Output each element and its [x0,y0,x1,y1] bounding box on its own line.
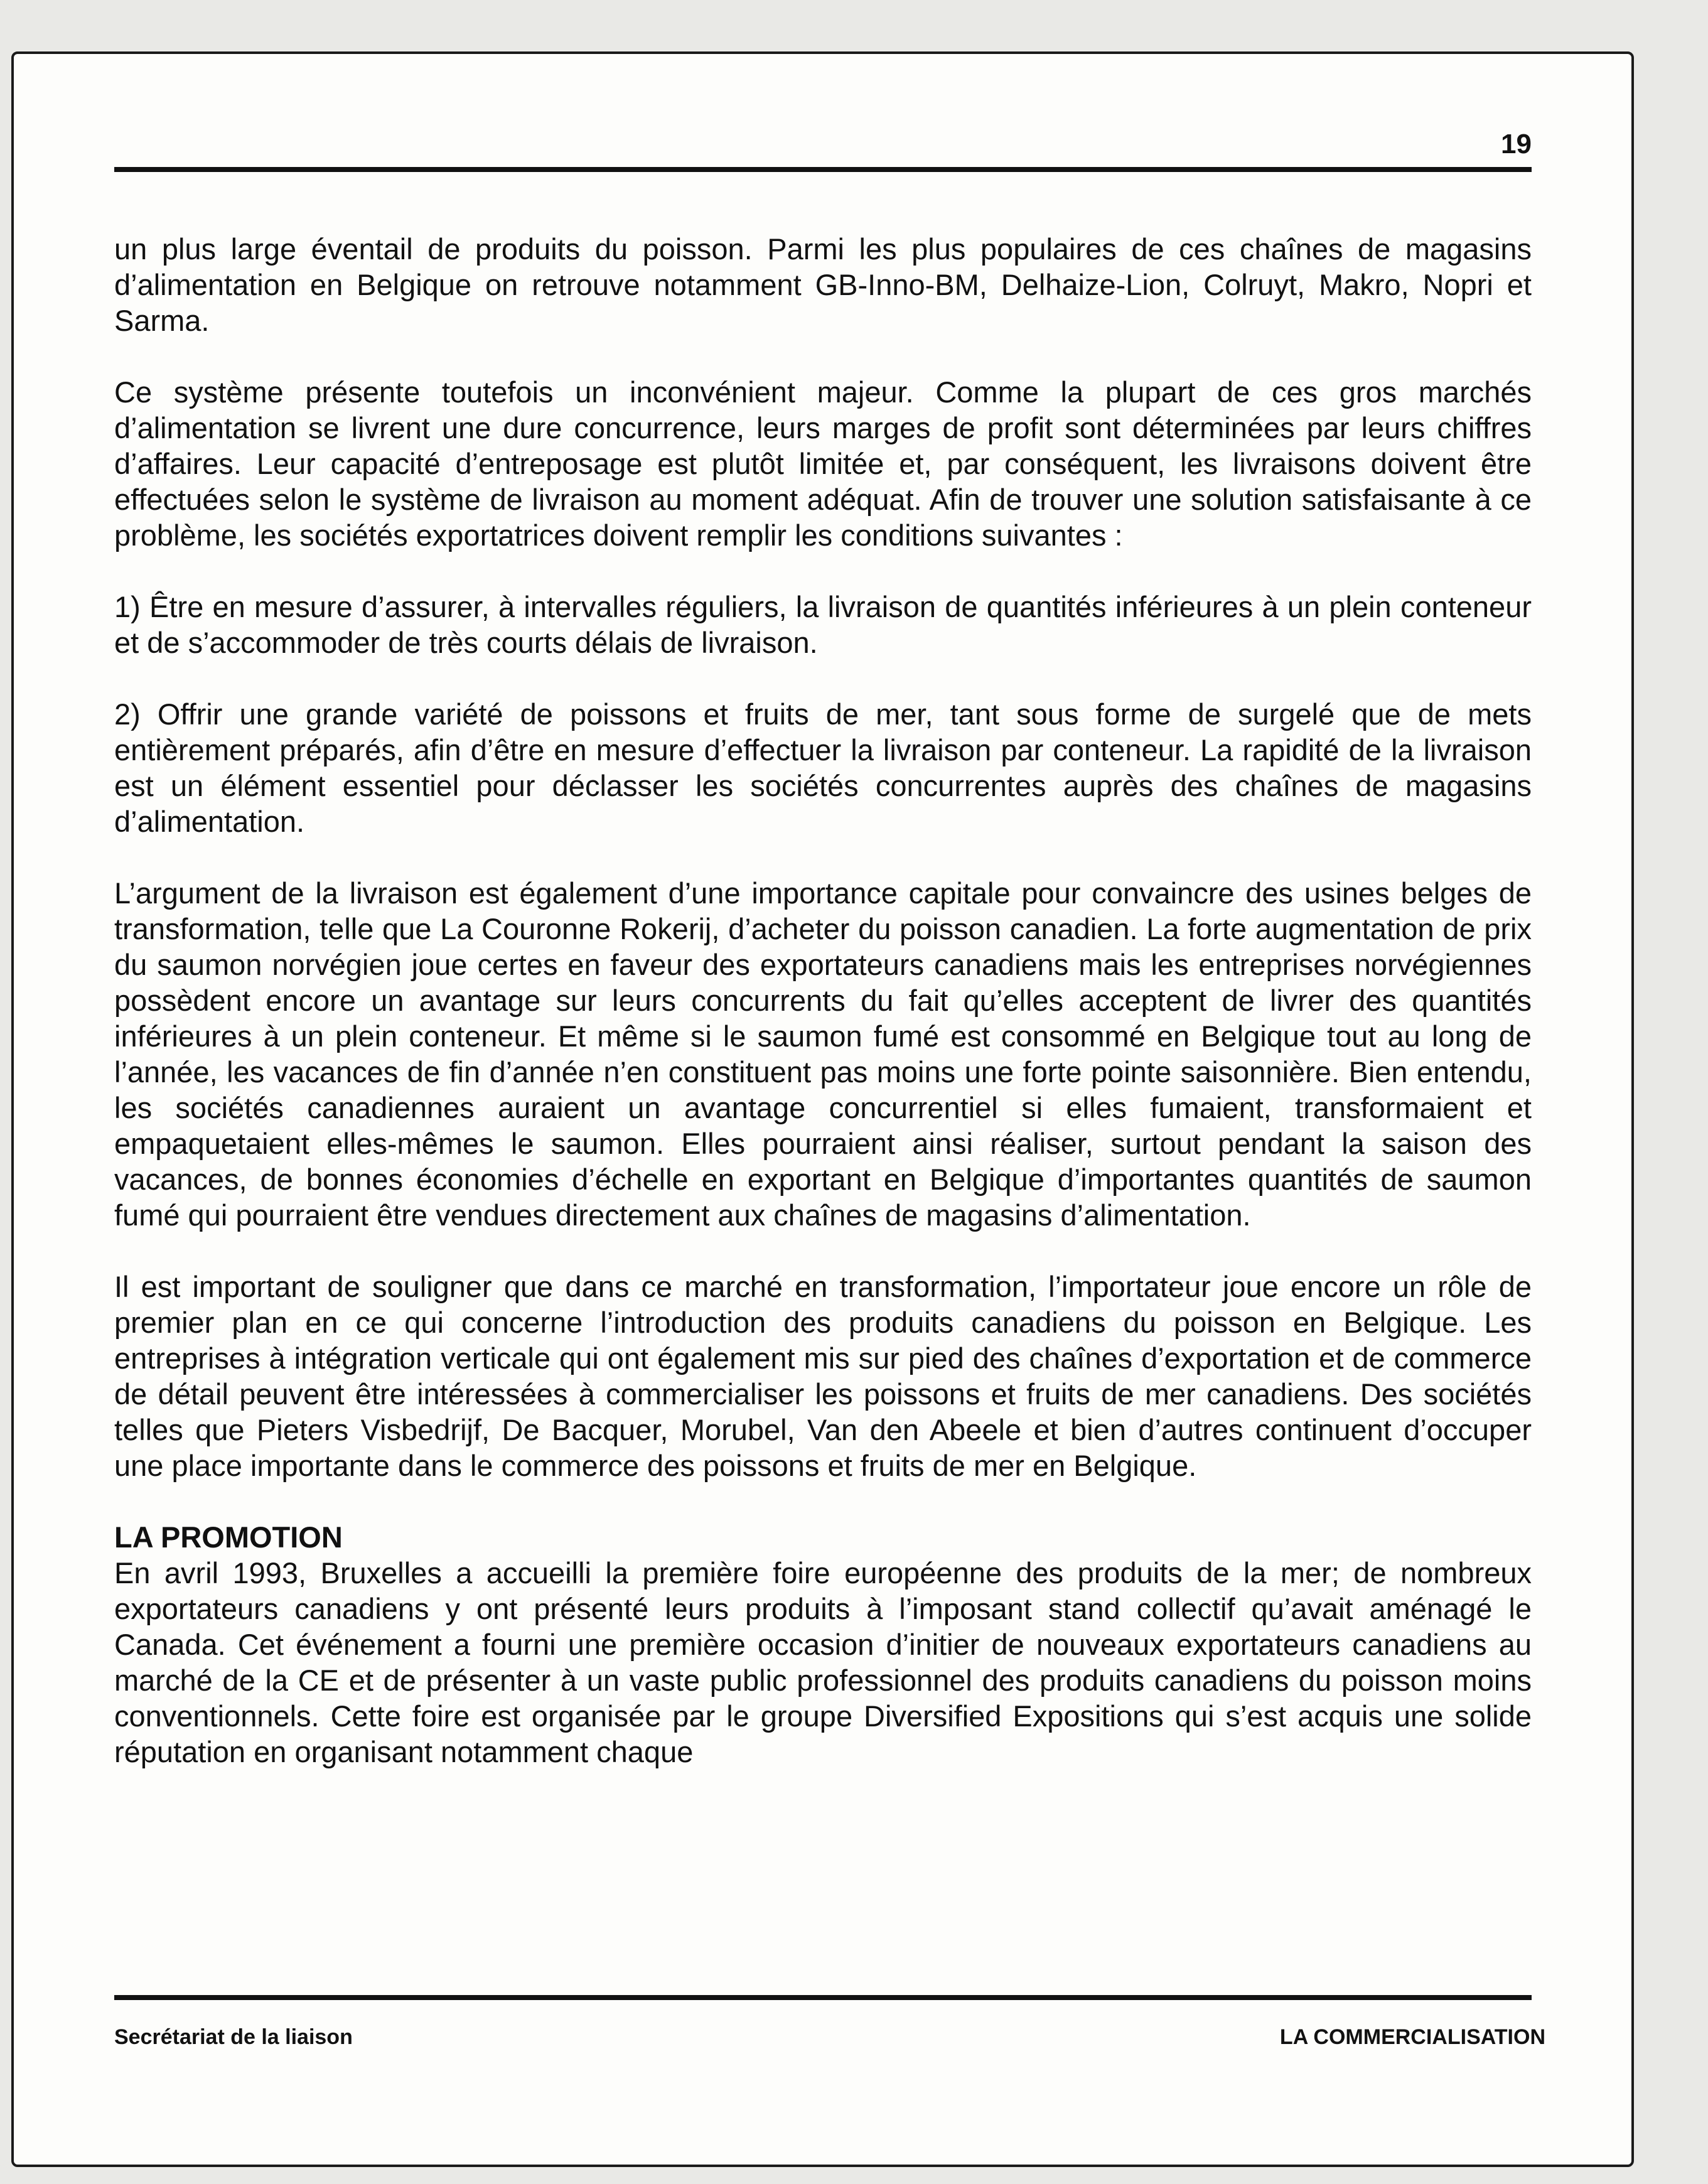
section-heading: LA PROMOTION [114,1520,343,1554]
paragraph-5: L’argument de la livraison est également d’une importance capitale pour convaincre des usines belges de transformation, telle que La Couronne Rokerij, d’acheter du poisson canadien. La forte augmentation de prix du saumon norvégien joue certes en faveur des exportateurs canadiens mais les entreprises norvégiennes possèdent encore un avantage sur leurs concurrents du fait qu’elles acceptent de livrer des quantités inférieures à un plein conteneur. Et même si le saumon fumé est consommé en Belgique tout au long de l’année, les vacances de fin d’année n’en constituent pas moins une forte pointe saisonnière. Bien entendu, les sociétés canadiennes auraient un avantage concurrentiel si elles fumaient, transformaient et empaquetaient elles-mêmes le saumon. Elles pourraient ainsi réaliser, surtout pendant la saison des vacances, de bonnes économies d’échelle en exportant en Belgique d’importantes quantités de saumon fumé qui pourraient être vendues directement aux chaînes de magasins d’alimentation. [114,876,1532,1232]
paragraph-4: 2) Offrir une grande variété de poissons et fruits de mer, tant sous forme de surgelé que de mets entièrement préparés, afin d’être en mesure d’effectuer la livraison par conteneur. La rapidité de la livraison est un élément essentiel pour déclasser les sociétés concurrentes auprès des chaînes de magasins d’alimentation. [114,697,1532,838]
paragraph-2: Ce système présente toutefois un inconvénient majeur. Comme la plupart de ces gros marchés d’alimentation se livrent une dure concurrence, leurs marges de profit sont déterminées par leurs chiffres d’affaires. Leur capacité d’entreposage est plutôt limitée et, par conséquent, les livraisons doivent être effectuées selon le système de livraison au moment adéquat. Afin de trouver une solution satisfaisante à ce problème, les sociétés exportatrices doivent remplir les conditions suivantes : [114,375,1532,552]
header-rule [114,167,1532,172]
paragraph-6: Il est important de souligner que dans ce marché en transformation, l’importateur joue encore un rôle de premier plan en ce qui concerne l’introduction des produits canadiens du poisson en Belgique. Les entreprises à intégration verticale qui ont également mis sur pied des chaînes d’exportation et de commerce de détail peuvent être intéressées à commercialiser les poissons et fruits de mer canadiens. Des sociétés telles que Pieters Visbedrijf, De Bacquer, Morubel, Van den Abeele et bien d’autres continuent d’occuper une place importante dans le commerce des poissons et fruits de mer en Belgique. [114,1270,1532,1482]
paragraph-1: un plus large éventail de produits du poisson. Parmi les plus populaires de ces chaînes de magasins d’alimentation en Belgique on retrouve notamment GB-Inno-BM, Delhaize-Lion, Colruyt, Makro, Nopri et Sarma. [114,232,1532,337]
section-paragraph: En avril 1993, Bruxelles a accueilli la première foire européenne des produits de la mer; de nombreux exportateurs canadiens y ont présenté leurs produits à l’imposant stand collectif qu’avait aménagé le Canada. Cet événement a fourni une première occasion d’initier de nouveaux exportateurs canadiens au marché de la CE et de présenter à un vaste public professionnel des produits canadiens du poisson moins conventionnels. Cette foire est organisée par le groupe Diversified Expositions qui s’est acquis une solide réputation en organisant notamment chaque [114,1556,1532,1768]
footer-left-text: Secrétariat de la liaison [114,2025,353,2049]
paragraph-3: 1) Être en mesure d’assurer, à intervalles réguliers, la livraison de quantités inférieures à un plein conteneur et de s’accommoder de très courts délais de livraison. [114,590,1532,659]
footer-rule [114,1995,1532,2000]
footer-right-text: LA COMMERCIALISATION [1279,2025,1545,2049]
page-number: 19 [1501,129,1532,159]
page-body [114,231,1532,1805]
